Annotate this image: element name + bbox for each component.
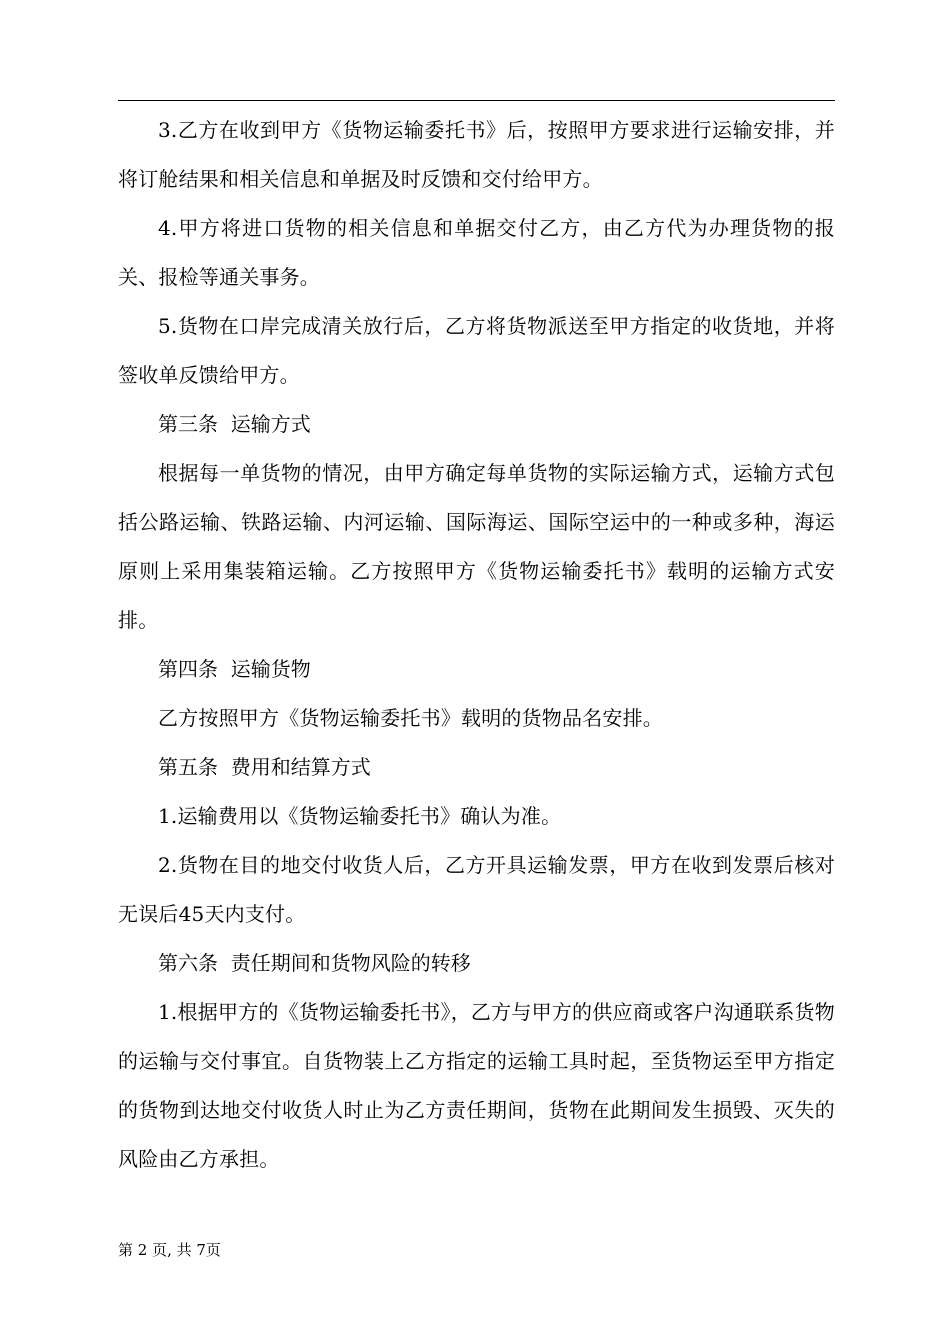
paragraph-clause-5-item-2: 2.货物在目的地交付收货人后，乙方开具运输发票，甲方在收到发票后核对无误后45天内支付。: [118, 853, 835, 926]
header-rule: [118, 100, 835, 101]
paragraph-clause-5-item-1: 1.运输费用以《货物运输委托书》确认为准。: [158, 804, 562, 828]
paragraph-clause-2-item-3: 3.乙方在收到甲方《货物运输委托书》后，按照甲方要求进行运输安排，并将订舱结果和相关信息和单据及时反馈和交付给甲方。: [118, 118, 835, 191]
paragraph-clause-4-body: 乙方按照甲方《货物运输委托书》载明的货物品名安排。: [158, 706, 663, 730]
heading-clause-6: 第六条 责任期间和货物风险的转移: [158, 951, 471, 975]
heading-clause-5: 第五条 费用和结算方式: [158, 755, 371, 779]
paragraph-clause-6-item-1: 1.根据甲方的《货物运输委托书》，乙方与甲方的供应商或客户沟通联系货物的运输与交付事宜。自货物装上乙方指定的运输工具时起，至货物运至甲方指定的货物到达地交付收货人时止为乙方责任期间，货物在此期间发生损毁、灭失的风险由乙方承担。: [118, 1000, 835, 1171]
heading-clause-4: 第四条 运输货物: [158, 657, 311, 681]
page-footer: 第 2 页, 共 7页: [118, 1241, 221, 1259]
paragraph-clause-3-body: 根据每一单货物的情况，由甲方确定每单货物的实际运输方式，运输方式包括公路运输、铁路运输、内河运输、国际海运、国际空运中的一种或多种，海运原则上采用集装箱运输。乙方按照甲方《货物运输委托书》载明的运输方式安排。: [118, 461, 835, 632]
document-body: [118, 106, 835, 1184]
heading-clause-3: 第三条 运输方式: [158, 412, 311, 436]
paragraph-clause-2-item-5: 5.货物在口岸完成清关放行后，乙方将货物派送至甲方指定的收货地，并将签收单反馈给甲方。: [118, 314, 835, 387]
paragraph-clause-2-item-4: 4.甲方将进口货物的相关信息和单据交付乙方，由乙方代为办理货物的报关、报检等通关事务。: [118, 216, 835, 289]
